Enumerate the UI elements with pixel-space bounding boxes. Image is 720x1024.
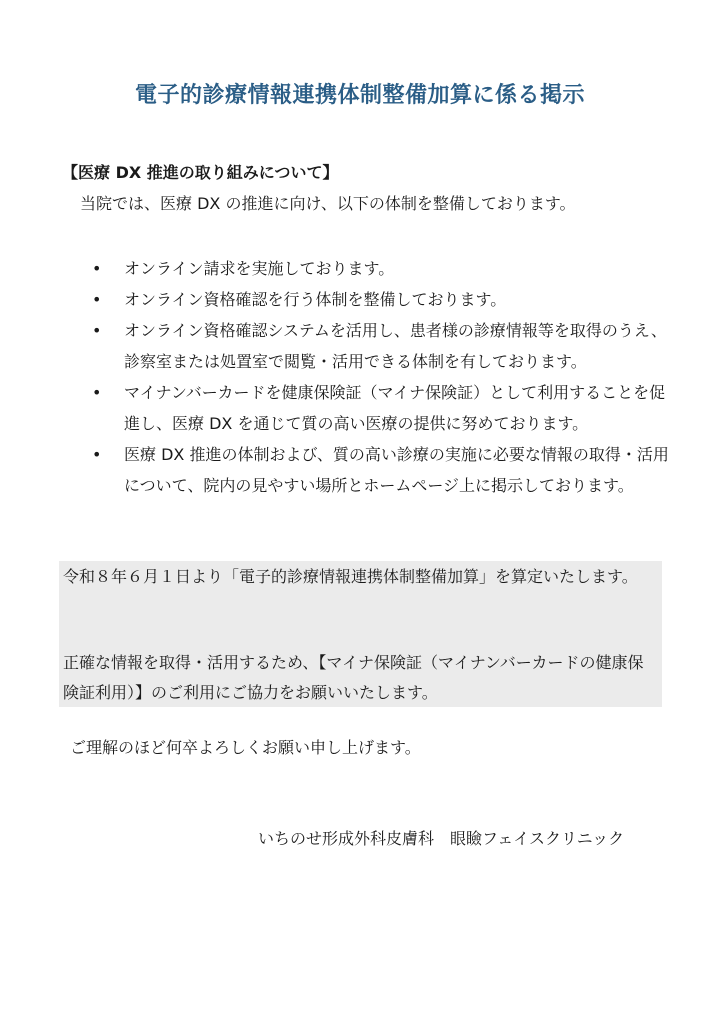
bullet-icon: • [92, 383, 102, 402]
list-item [90, 253, 680, 284]
list-item-text: マイナンバーカードを健康保険証（マイナ保険証）として利用することを促進し、医療 DX を通じて質の高い医療の提供に努めております。 [124, 383, 666, 433]
bullet-icon: • [92, 321, 102, 340]
section-heading: 【医療 DX 推進の取り組みについて】 [62, 163, 339, 182]
notice-cooperation-text: 正確な情報を取得・活用するため、【マイナ保険証（マイナンバーカードの健康保険証利用）】のご利用にご協力をお願いいたします。 [63, 653, 644, 702]
clinic-name: いちのせ形成外科皮膚科 眼瞼フェイスクリニック [258, 829, 625, 848]
list-item-text: オンライン資格確認システムを活用し、患者様の診療情報等を取得のうえ、診察室または処置室で閲覧・活用できる体制を有しております。 [124, 321, 667, 371]
measures-list [90, 253, 680, 501]
intro-text: 当院では、医療 DX の推進に向け、以下の体制を整備しております。 [80, 194, 576, 213]
notice-box [59, 561, 662, 707]
bullet-icon: • [92, 259, 102, 278]
closing-text: ご理解のほど何卒よろしくお願い申し上げます。 [70, 738, 421, 757]
list-item [90, 377, 680, 439]
list-item-text: 医療 DX 推進の体制および、質の高い診療の実施に必要な情報の取得・活用について、院内の見やすい場所とホームページ上に掲示しております。 [124, 445, 669, 495]
list-item-text: オンライン請求を実施しております。 [124, 259, 395, 278]
bullet-icon: • [92, 445, 102, 464]
list-item-text: オンライン資格確認を行う体制を整備しております。 [124, 290, 507, 309]
list-item [90, 315, 680, 377]
notice-calculation-text: 令和８年６月１日より「電子的診療情報連携体制整備加算」を算定いたします。 [63, 567, 638, 586]
page-title: 電子的診療情報連携体制整備加算に係る掲示 [134, 83, 585, 108]
list-item [90, 439, 680, 501]
list-item [90, 284, 680, 315]
bullet-icon: • [92, 290, 102, 309]
